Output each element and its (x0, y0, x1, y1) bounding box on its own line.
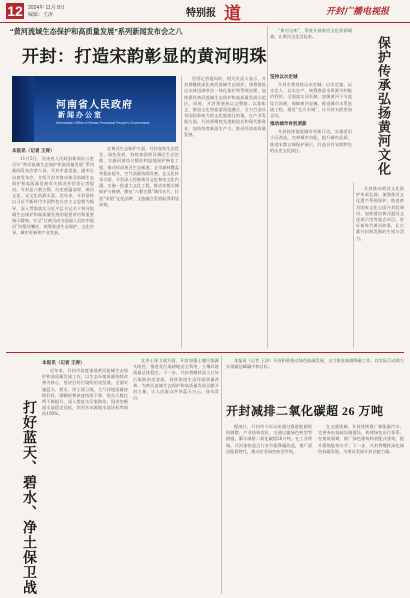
bottom-left-col2-text: 在净土保卫战方面，开封加强土壤污染源头防控，推进受污染耕地安全利用，土壤环境质量总体稳定。下一步，开封将继续深入打好污染防治攻坚战，持续推进生态环境质量改善，为黄河流域生态保护和高质量发展贡献开封力量，让人民群众共享蓝天白云、绿水青山。 (133, 358, 219, 401)
bottom-right-column-2 (318, 424, 404, 594)
story-subhead-2: 推动城市有机更新 (270, 121, 307, 127)
bottom-left-column-1 (42, 358, 128, 594)
bottom-right-column-1 (226, 424, 312, 594)
column-rule (267, 26, 268, 348)
section-divider (6, 352, 404, 353)
story-col2-text: 在黄河生态保护方面，开封坚持生态优先、绿色发展，持续加强黄河滩区生态治理，实施河道综合整治和湿地保护修复工程，推动形成黄河生态廊道。全市森林覆盖率稳步提升，空气质量持续改善。在文化传承方面，开封深入挖掘黄河文化和宋文化内涵，实施一批重大文化工程，推动宋都古城保护与修缮，擦亮“八朝古都”城市名片，打造“宋韵”文化品牌，文旅融合发展取得明显成效。 (99, 146, 179, 207)
sidebar-lead (270, 28, 352, 70)
story-col4-text: 开封市将坚持以水定城、以水定地、以水定人、以水定产，统筹推进水资源节约集约利用。全面落实河长制，加强黄河干支流综合治理，保障黄河安澜。推进城市水系连通工程，建设“北方水城”，让开封水韵更加灵动。 (270, 82, 352, 119)
bottom-left-col1-text: 近年来，开封市高度重视黄河流域生态保护和高质量发展工作，以生态环境质量持续改善为核心，坚决打好污染防治攻坚战。全面实施蓝天、碧水、净土保卫战，大气环境质量持续好转，细颗粒物浓度持续下降，优良天数比例不断提升。深入推进水污染防治，国省控断面水质稳定达标，饮用水水源地水质达标率保持100%。 (42, 368, 128, 417)
page-number: 12 (7, 3, 23, 19)
bottom-right-col1-text: 据统计，开封市今年以来通过推进能源结构调整、产业结构优化、交通运输绿色转型等措施，累计减排二氧化碳超26万吨。在工业领域，开封加快重点行业节能降碳改造，推广清洁能源替代，推动企业绿色转型升级。 (226, 424, 312, 454)
editor-line: 编辑：王涛 (28, 12, 54, 18)
photo-subtitle: 新闻办公室 (58, 111, 103, 119)
sidebar-title: 保护传承弘扬黄河文化 (376, 36, 391, 176)
bottom-right-lead-text: 本报讯（记者 王涛）开封积极推动绿色低碳发展，全力推进减排降碳工作，以实际行动助力实现碳达峰碳中和目标。 (226, 358, 404, 370)
story-column-2 (99, 146, 179, 348)
story-column-1 (12, 146, 94, 348)
bottom-left-byline: 本报讯（记者 王涛） (42, 360, 85, 365)
story-col4b-text: 开封持续推进城市更新行动，实施老旧小区改造，完善城市功能，提升城市品质。推进宋都古城保护展示，打造具有宋韵特色的历史文化街区。 (270, 129, 352, 153)
story-col3-text: 回答记者提问时，相关负责人表示，开封将继续深化黄河流域生态保护，统筹推进山水林田湖草沙一体化保护和系统治理，加快建设黄河流域生态保护和高质量发展示范区。同时，开封将坚持以文塑旅、以旅彰文，推进文化和旅游深度融合，全力打造具有国际影响力的文化旅游目的地。在产业发展方面，开封将聚焦先进制造业和现代服务业，加快培育新质生产力，推动经济高质量发展。 (184, 76, 266, 137)
bottom-right-col2-text: 在交通领域，开封持续推广新能源汽车，完善充电基础设施建设，构建绿色出行体系。在建筑领域，推广绿色建筑和装配式建筑，提升建筑能效水平。下一步，开封将继续深化绿色低碳发展，为建设美丽开封贡献力量。 (318, 424, 404, 454)
photo-title: 河南省人民政府 (56, 100, 133, 111)
sidebar-lead-text: “黄河宝库”，系统开展黄河文化资源调查，让黄河文化活起来。 (270, 28, 352, 40)
story-subhead-1: 坚持以水定城 (270, 74, 298, 79)
story-column-3 (184, 76, 266, 348)
column-rule (221, 356, 222, 594)
sidebar-column (356, 186, 404, 348)
story-byline: 本报讯（记者 王涛） (12, 148, 55, 153)
story-kicker: “黄河流域生态保护和高质量发展”系列新闻发布会之八 (10, 27, 183, 36)
bottom-left-title: 打好蓝天、碧水、净土保卫战 (21, 400, 36, 595)
story-headline: 开封：打造宋韵彰显的黄河明珠 (22, 47, 267, 66)
paper-name: 开封广播电视报 (326, 6, 390, 16)
photo-stripe (12, 76, 34, 142)
sidebar-text: 开封推动黄河文化保护传承弘扬，加强黄河文化遗产系统保护，推进黄河国家文化公园开封段建设，加快建设黄河悬河文化展示馆等重点项目，讲好新时代黄河故事，让古都开封焕发新的生机与活力。 (356, 186, 404, 241)
story-column-4 (270, 72, 352, 348)
bottom-right-headline: 开封减排二氧化碳超 26 万吨 (226, 404, 384, 418)
section-title: 特别报 (186, 8, 216, 19)
bottom-left-column-2 (133, 358, 219, 594)
story-col1-text: 11月5日，河南省人民政府新闻办公室召开“黄河流域生态保护和高质量发展”系列新闻发布会第八场，开封市委常委、副市长出席发布会，介绍开封市推动黄河流域生态保护和高质量发展有关情况并回答记者提问。开封是八朝古都，历史底蕴深厚，黄河文化、宋文化资源丰富。近年来，开封坚持以习近平新时代中国特色社会主义思想为指导，深入贯彻落实习近平总书记关于黄河流域生态保护和高质量发展的重要讲话和重要指示精神，牢记“让黄河成为造福人民的幸福河”的殷切嘱托，统筹推进生态保护、文化传承、城市更新和产业发展。 (12, 156, 94, 236)
photo-caption: Information Office of Henan Provincial People's Government (56, 121, 150, 125)
press-conference-photo (12, 76, 176, 142)
issue-date: 2024年 11月 8日 (28, 5, 65, 11)
column-rule (353, 182, 354, 348)
section-mark: 道 (224, 4, 241, 23)
bottom-right-lead (226, 358, 404, 398)
column-rule (181, 76, 182, 348)
